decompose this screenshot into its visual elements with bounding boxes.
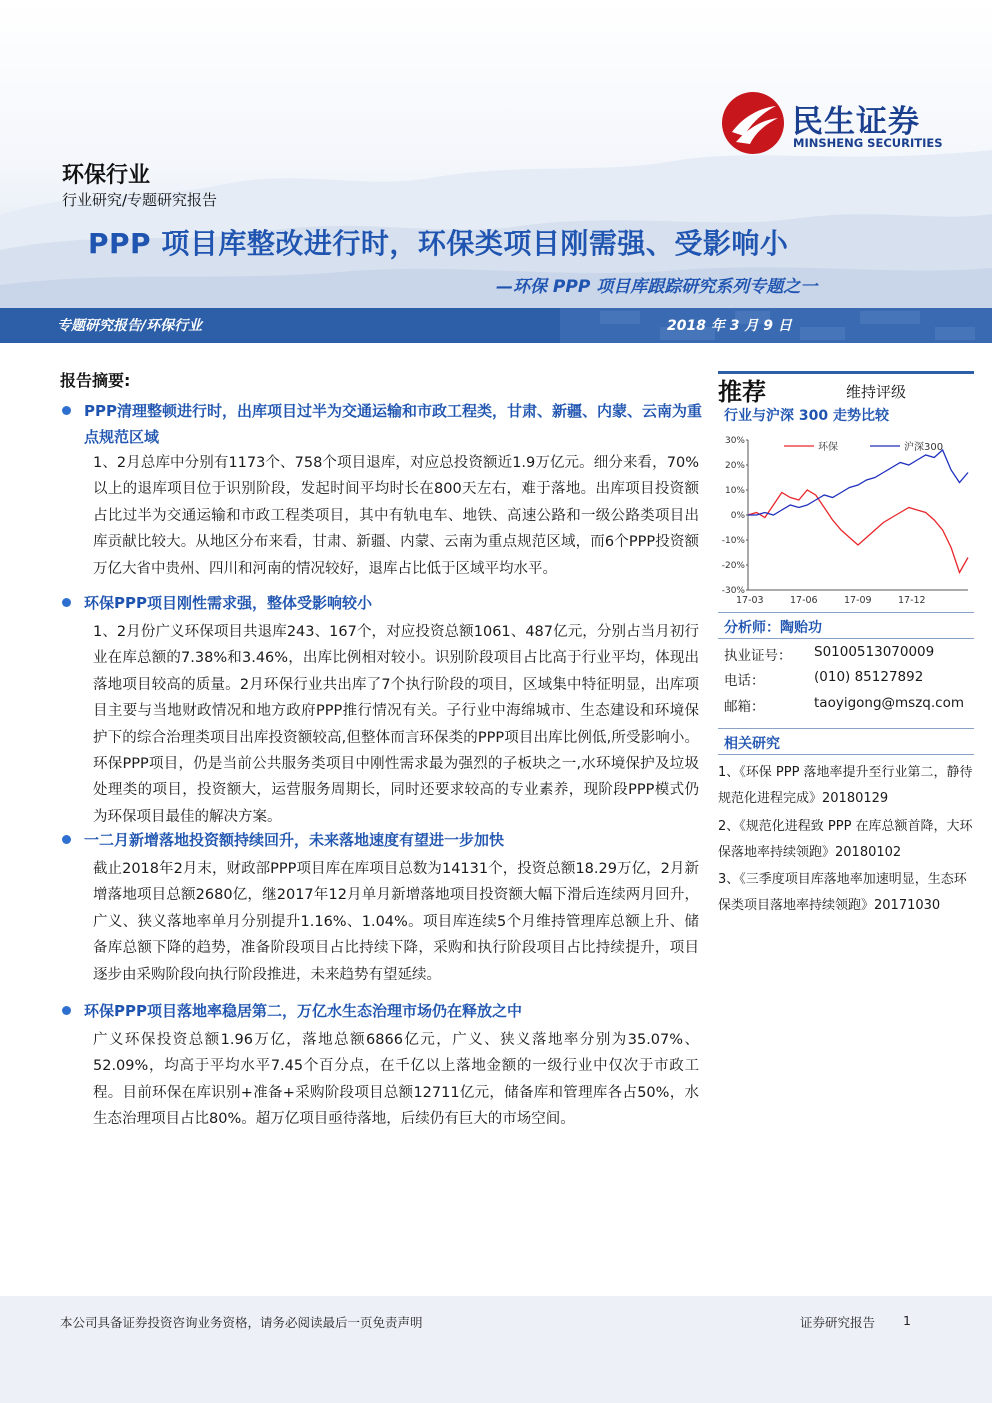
- divider: [718, 728, 974, 729]
- bullet-icon: [62, 406, 71, 415]
- page-number: 1: [903, 1313, 911, 1328]
- report-title: PPP 项目库整改进行时，环保类项目刚需强、受影响小: [88, 227, 789, 260]
- email-address[interactable]: taoyigong@mszq.com: [814, 695, 964, 711]
- section-body: 截止2018年2月末，财政部PPP项目库在库项目总数为14131个，投资总额18.29万亿，2月新增落地项目总额2680亿，继2017年12月单月新增落地项目投资额大幅下滑后连续两月回升，广义、狭义落地率单月分别提升1.16%、1.04%。项目库连续5个月维持管理库总额上升、储备库总额下降的趋势，准备阶段项目占比持续下降，采购和执行阶段项目占比持续提升，项目逐步由采购阶段向执行阶段推进，未来趋势有望延续。: [93, 861, 699, 983]
- cert-number: S0100513070009: [814, 644, 935, 660]
- related-item[interactable]: 3、《三季度项目库落地率加速明显，生态环保类项目落地率持续领跑》20171030: [718, 872, 967, 913]
- divider: [718, 754, 974, 755]
- x-tick-label: 17-06: [790, 595, 818, 606]
- y-tick-label: -10%: [721, 536, 745, 546]
- section-heading: PPP清理整顿进行时，出库项目过半为交通运输和市政工程类，甘肃、新疆、内蒙、云南为重点规范区域: [84, 402, 702, 446]
- x-tick-label: 17-09: [844, 595, 872, 606]
- phone-label: 电话：: [724, 673, 765, 689]
- footer-label: 证券研究报告: [800, 1315, 876, 1330]
- report-date: 2018 年 3 月 9 日: [667, 318, 792, 334]
- divider: [718, 612, 974, 613]
- bullet-icon: [62, 835, 71, 844]
- y-tick-label: 0%: [730, 511, 745, 521]
- phone-number: (010) 85127892: [814, 669, 924, 685]
- legend-label: 沪深300: [904, 442, 944, 453]
- related-heading: 相关研究: [724, 736, 780, 752]
- summary-section: [62, 998, 702, 1024]
- summary-section: [62, 827, 702, 853]
- analyst-heading: 分析师：陶贻功: [724, 620, 822, 636]
- series-line-沪深300: [748, 450, 968, 515]
- section-heading: 环保PPP项目刚性需求强，整体受影响较小: [84, 594, 372, 612]
- footer-disclaimer: 本公司具备证券投资咨询业务资格，请务必阅读最后一页免责声明: [60, 1315, 423, 1330]
- email-label: 邮箱：: [724, 699, 765, 715]
- section-body: 1、2月总库中分别有1173个、758个项目退库，对应总投资额近1.9万亿元。细分来看，70%以上的退库项目位于识别阶段，发起时间平均时长在800天左右，难于落地。出库项目投资额占比过半为交通运输和市政工程类项目，其中有轨电车、地铁、高速公路和一级公路类项目出库贡献比较大。从地区分布来看，甘肃、新疆、内蒙、云南为重点规范区域，而6个PPP投资额万亿大省中贵州、四川和河南的情况较好，退库占比低于区域平均水平。: [93, 455, 699, 577]
- series-line-环保: [748, 490, 968, 573]
- chart-heading: 行业与沪深 300 走势比较: [724, 408, 889, 424]
- x-tick-label: 17-12: [898, 595, 926, 606]
- section-body: 1、2月份广义环保项目共退库243、167个，对应投资总额1061、487亿元，分别占当月初行业在库总额的7.38%和3.46%，出库比例相对较小。识别阶段项目占比高于行业平均，体现出落地项目较高的质量。2月环保行业共出库了7个执行阶段的项目，区域集中特征明显，出库项目主要与当地财政情况和地方政府PPP推行情况有关。子行业中海绵城市、生态建设和环境保护下的综合治理类项目出库投资额较高,但整体而言环保类的PPP项目出库比例低,所受影响小。环保PPP项目，仍是当前公共服务类项目中刚性需求最为强烈的子板块之一,水环境保护及垃圾处理类的项目，投资额大，运营服务周期长，同时还要求较高的专业素养，现阶段PPP模式仍为环保项目最佳的解决方案。: [93, 624, 699, 825]
- section-heading: 一二月新增落地投资额持续回升，未来落地速度有望进一步加快: [84, 831, 505, 849]
- section-body: 广义环保投资总额1.96万亿，落地总额6866亿元，广义、狭义落地率分别为35.07%、52.09%，均高于平均水平7.45个百分点，在千亿以上落地金额的一级行业中仅次于市政工程。目前环保在库识别+准备+采购阶段项目总额12711亿元，储备库和管理库各占50%，水生态治理项目占比80%。超万亿项目亟待落地，后续仍有巨大的市场空间。: [93, 1032, 699, 1128]
- rating-label: 维持评级: [846, 383, 907, 401]
- bullet-icon: [62, 1006, 71, 1015]
- recommendation-label: 推荐: [718, 378, 766, 406]
- cert-label: 执业证号：: [724, 648, 792, 664]
- summary-section: [62, 398, 702, 450]
- related-item[interactable]: 1、《环保 PPP 落地率提升至行业第二，静待规范化进程完成》20180129: [718, 765, 973, 806]
- section-heading: 环保PPP项目落地率稳居第二，万亿水生态治理市场仍在释放之中: [84, 1002, 522, 1020]
- divider: [718, 638, 974, 639]
- industry-name: 环保行业: [62, 163, 151, 188]
- summary-heading: 报告摘要:: [60, 371, 131, 390]
- band-report-category: 专题研究报告/环保行业: [57, 318, 203, 334]
- report-band: [0, 308, 992, 343]
- y-tick-label: -30%: [721, 586, 745, 596]
- y-tick-label: -20%: [721, 561, 745, 571]
- bullet-icon: [62, 598, 71, 607]
- y-tick-label: 30%: [724, 436, 745, 446]
- logo-mark-icon: [722, 92, 784, 154]
- y-tick-label: 20%: [724, 461, 745, 471]
- report-type: 行业研究/专题研究报告: [62, 191, 218, 209]
- y-tick-label: 10%: [724, 486, 745, 496]
- logo-text-cn: 民生证券: [792, 104, 920, 140]
- legend-label: 环保: [818, 442, 838, 453]
- x-tick-label: 17-03: [736, 595, 764, 606]
- minsheng-logo: [722, 92, 972, 162]
- summary-section: [62, 590, 702, 616]
- trend-chart: [718, 432, 974, 610]
- related-item[interactable]: 2、《规范化进程致 PPP 在库总额首降，大环保落地率持续领跑》20180102: [718, 819, 973, 860]
- logo-text-en: MINSHENG SECURITIES: [793, 136, 943, 150]
- report-subtitle: —环保 PPP 项目库跟踪研究系列专题之一: [496, 277, 818, 297]
